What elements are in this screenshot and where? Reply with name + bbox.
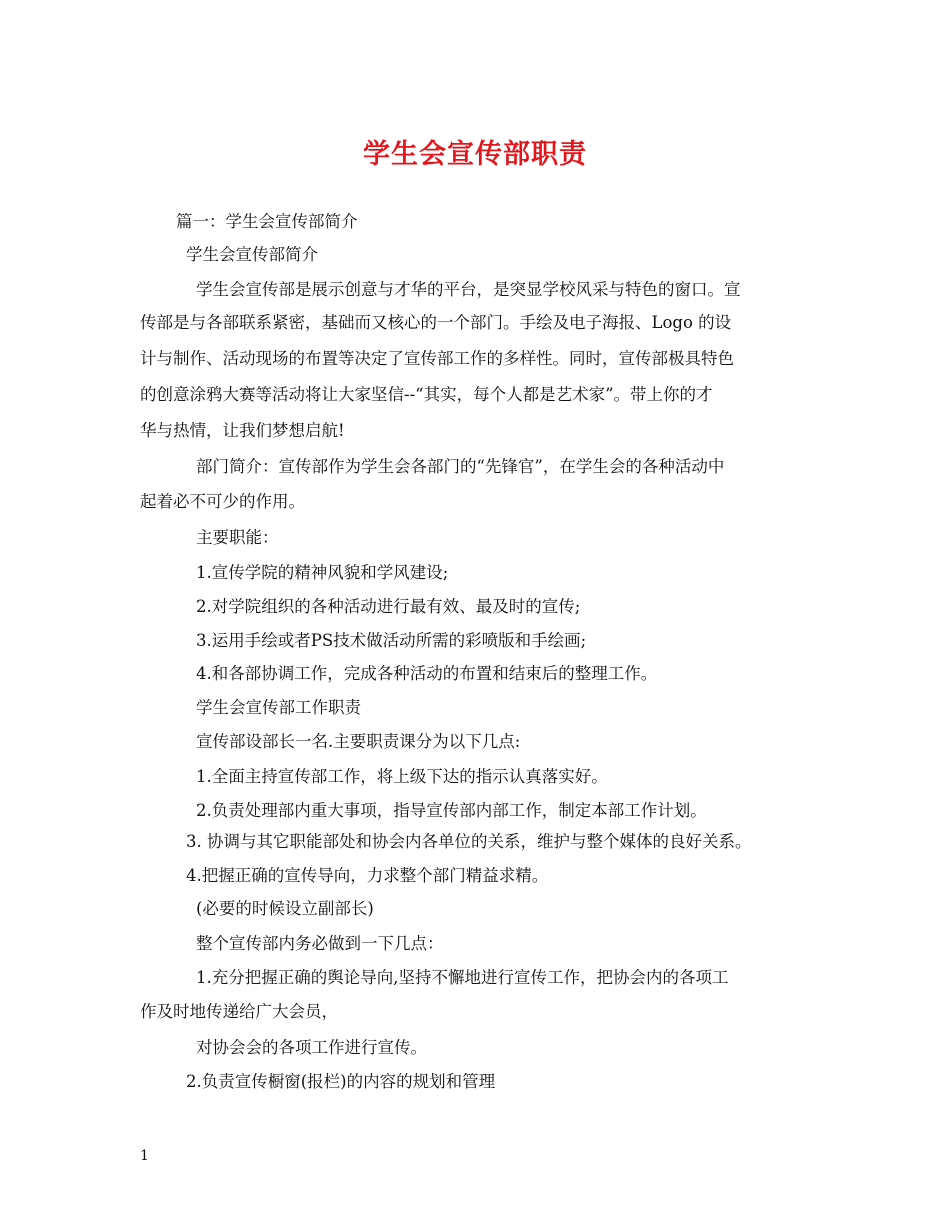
list-item: 3.运用手绘或者PS技术做活动所需的彩喷版和手绘画; [196, 631, 587, 650]
paragraph-line: 计与制作、活动现场的布置等决定了宣传部工作的多样性。同时，宣传部极具特色 [140, 349, 734, 368]
paragraph-line: 传部是与各部联系紧密，基础而又核心的一个部门。手绘及电子海报、Logo 的设 [140, 313, 732, 332]
list-item-continuation: 作及时地传递给广大会员， [140, 1002, 338, 1021]
list-item: 1.全面主持宣传部工作，将上级下达的指示认真落实好。 [196, 767, 608, 786]
list-item: 2.负责宣传橱窗(报栏)的内容的规划和管理 [186, 1072, 496, 1091]
paragraph-line: 的创意涂鸦大赛等活动将让大家坚信--“其实，每个人都是艺术家”。带上你的才 [140, 385, 713, 404]
list-heading: 整个宣传部内务必做到一下几点： [196, 934, 444, 953]
section-heading: 篇一：学生会宣传部简介 [176, 212, 358, 231]
paragraph-line: (必要的时候设立副部长) [196, 899, 374, 918]
subsection-heading: 学生会宣传部工作职责 [196, 698, 361, 717]
paragraph-line: 起着必不可少的作用。 [140, 492, 305, 511]
list-item: 2.负责处理部内重大事项，指导宣传部内部工作，制定本部工作计划。 [196, 801, 707, 820]
list-item: 3. 协调与其它职能部处和协会内各单位的关系，维护与整个媒体的良好关系。 [186, 832, 752, 851]
list-item: 1.宣传学院的精神风貌和学风建设; [196, 563, 449, 582]
page-number: 1 [140, 1148, 149, 1164]
list-item: 1.充分把握正确的舆论导向,坚持不懈地进行宣传工作，把协会内的各项工 [196, 968, 729, 987]
paragraph-line: 学生会宣传部是展示创意与才华的平台，是突显学校风采与特色的窗口。宣 [196, 280, 741, 299]
subsection-heading: 学生会宣传部简介 [186, 245, 318, 264]
paragraph-line: 部门简介：宣传部作为学生会各部门的“先锋官”，在学生会的各种活动中 [196, 457, 725, 476]
paragraph-line: 宣传部设部长一名.主要职责课分为以下几点: [196, 732, 521, 751]
list-item: 4.和各部协调工作，完成各种活动的布置和结束后的整理工作。 [196, 664, 658, 683]
list-item: 4.把握正确的宣传导向，力求整个部门精益求精。 [186, 866, 549, 885]
paragraph-line: 华与热情，让我们梦想启航! [140, 421, 345, 440]
list-item: 2.对学院组织的各种活动进行最有效、最及时的宣传; [196, 597, 581, 616]
list-heading: 主要职能： [196, 528, 279, 547]
page-title: 学生会宣传部职责 [363, 139, 587, 170]
paragraph-line: 对协会会的各项工作进行宣传。 [196, 1038, 427, 1057]
